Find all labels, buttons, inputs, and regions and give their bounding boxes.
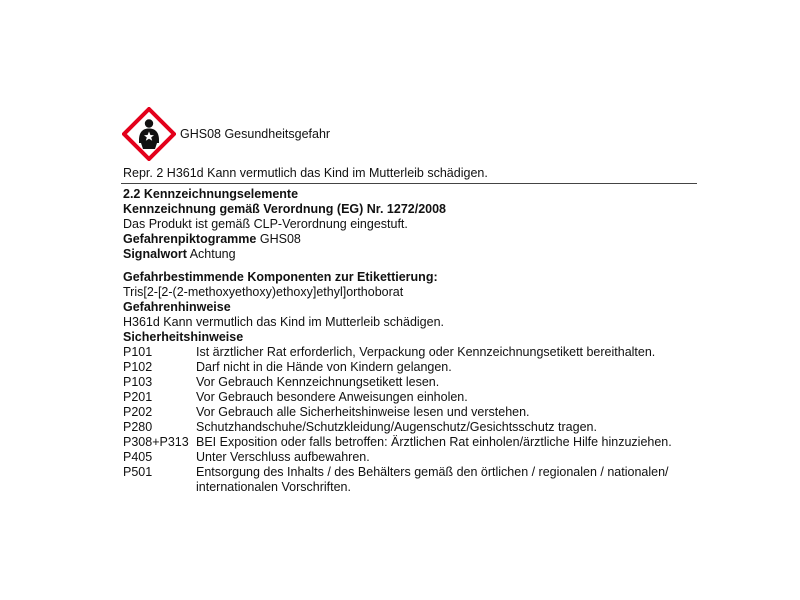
hazard-classification <box>123 165 488 181</box>
signal-word-value: Achtung <box>189 247 236 261</box>
precaution-code: P501 <box>123 465 153 479</box>
precaution-row <box>123 375 703 390</box>
precaution-row <box>123 360 703 375</box>
classification-code: H361d <box>166 166 204 180</box>
section-heading: 2.2 Kennzeichnungselemente <box>123 187 299 201</box>
precaution-text: Vor Gebrauch alle Sicherheitshinweise lesen und verstehen. <box>196 405 530 419</box>
signal-word-label: Signalwort <box>123 247 187 261</box>
precaution-text: Vor Gebrauch Kennzeichnungsetikett lesen. <box>196 375 440 389</box>
signal-word-row <box>123 247 703 262</box>
precaution-code: P202 <box>123 405 153 419</box>
precaution-row <box>123 435 703 450</box>
precaution-text: Unter Verschluss aufbewahren. <box>196 450 370 464</box>
precaution-text: Schutzhandschuhe/Schutzkleidung/Augenschutz/Gesichtsschutz tragen. <box>196 420 597 434</box>
component-name: Tris[2-[2-(2-methoxyethoxy)ethoxy]ethyl]orthoborat <box>123 285 404 299</box>
pictogram-caption: GHS08 Gesundheitsgefahr <box>180 127 331 141</box>
precautionary-statements-heading: Sicherheitshinweise <box>123 330 244 344</box>
precaution-code: P101 <box>123 345 153 359</box>
precaution-code: P201 <box>123 390 153 404</box>
precaution-row <box>123 465 703 495</box>
hazard-statements-heading: Gefahrenhinweise <box>123 300 231 314</box>
precaution-row <box>123 420 703 435</box>
precaution-text: Darf nicht in die Hände von Kindern gelangen. <box>196 360 452 374</box>
labelling-elements-section <box>123 187 703 495</box>
precaution-row <box>123 390 703 405</box>
hazard-statement: H361d Kann vermutlich das Kind im Mutterleib schädigen. <box>123 315 445 329</box>
classified-text: Das Produkt ist gemäß CLP-Verordnung eingestuft. <box>123 217 408 231</box>
precaution-row <box>123 405 703 420</box>
precaution-text: Entsorgung des Inhalts / des Behälters gemäß den örtlichen / regionalen / nationalen/ internationalen Vorschriften. <box>196 465 669 494</box>
precaution-text: BEI Exposition oder falls betroffen: Ärztlichen Rat einholen/ärztliche Hilfe hinzuziehen. <box>196 435 672 449</box>
classification-text: Kann vermutlich das Kind im Mutterleib schädigen. <box>207 166 488 180</box>
section-divider <box>121 183 697 184</box>
precaution-row <box>123 345 703 360</box>
pictograms-label: Gefahrenpiktogramme <box>123 232 257 246</box>
precaution-code: P405 <box>123 450 153 464</box>
precaution-text: Ist ärztlicher Rat erforderlich, Verpackung oder Kennzeichnungsetikett bereithalten. <box>196 345 656 359</box>
precaution-code: P102 <box>123 360 153 374</box>
ghs08-health-hazard-icon <box>122 107 176 161</box>
components-heading: Gefahrbestimmende Komponenten zur Etikettierung: <box>123 270 438 284</box>
precaution-text: Vor Gebrauch besondere Anweisungen einholen. <box>196 390 468 404</box>
regulation-heading: Kennzeichnung gemäß Verordnung (EG) Nr. 1272/2008 <box>123 202 446 216</box>
precaution-code: P103 <box>123 375 153 389</box>
precaution-row <box>123 450 703 465</box>
precaution-code: P280 <box>123 420 153 434</box>
pictograms-row <box>123 232 703 247</box>
classification-category: Repr. 2 <box>123 166 164 180</box>
precaution-code: P308+P313 <box>123 435 189 449</box>
pictograms-value: GHS08 <box>259 232 301 246</box>
